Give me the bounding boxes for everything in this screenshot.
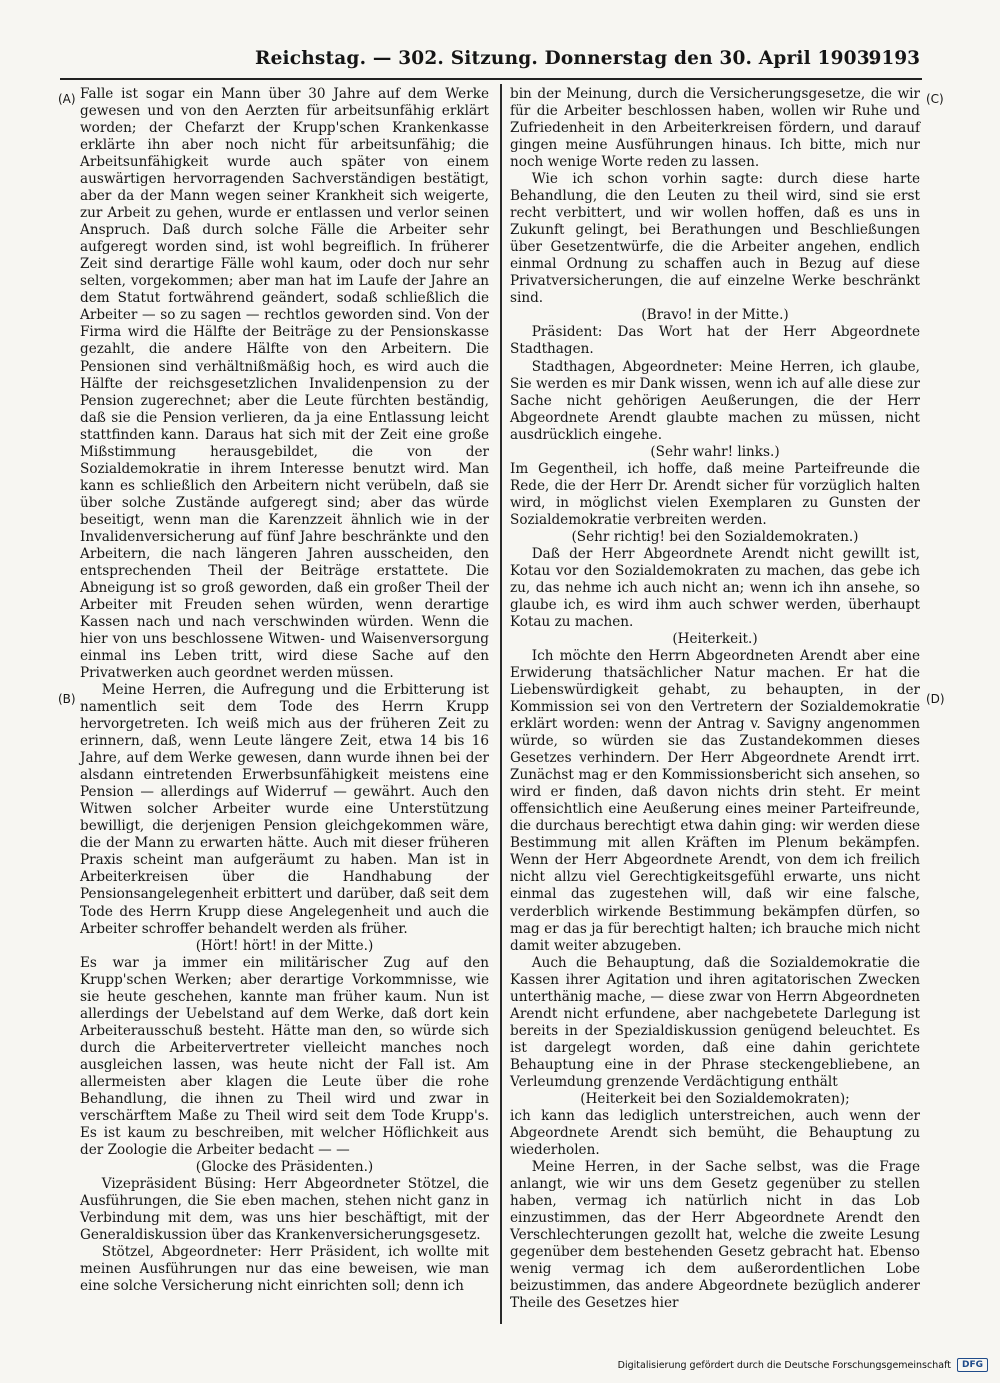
speaker-paragraph: Stötzel, Abgeordneter: Herr Präsident, ich wollte mit meinen Ausführungen nur das eine beweisen, wie man eine solche Versicherung nicht einrichten soll; denn ich xyxy=(80,1244,489,1295)
paragraph: Wie ich schon vorhin sagte: durch diese harte Behandlung, die den Leuten zu theil wird, sind sie erst recht verbittert, und wir wollen hoffen, daß es uns in Zukunft gelingt, bei Berathungen und Beschließungen über Gesetzentwürfe, die die Arbeiter angehen, endlich einmal Ordnung zu schaffen auch in Bezug auf diese Privatversicherungen, die auf einzelne Werke beschränkt sind. xyxy=(510,171,920,307)
speaker-paragraph: Vizepräsident Büsing: Herr Abgeordneter Stötzel, die Ausführungen, die Sie eben machen, stehen nicht ganz in Verbindung mit dem, was uns hier beschäftigt, mit der Generaldiskussion über das Krankenversicherungsgesetz. xyxy=(80,1176,489,1244)
paragraph: Meine Herren, die Aufregung und die Erbitterung ist namentlich seit dem Tode des Herrn Krupp hervorgetreten. Ich weiß mich aus der früheren Zeit zu erinnern, daß, wenn Leute längere Zeit, etwa 14 bis 16 Jahre, auf dem Werke gewesen, dann wurde ihnen bei der alsdann eintretenden Erwerbsunfähigkeit meistens eine Pension — allerdings auf Widerruf — gewährt. Auch den Witwen solcher Arbeiter wurde eine Unterstützung bewilligt, die derjenigen Pension gleichgekommen wäre, die der Mann zu erwarten hätte. Auch mit dieser früheren Praxis scheint man aufgeräumt zu haben. Man ist in Arbeiterkreisen über die Handhabung der Pensionsangelegenheit erbittert und darüber, daß seit dem Tode des Herrn Krupp diese Angelegenheit und auch die Arbeiter schroffer behandelt werden als früher. xyxy=(80,682,489,937)
page-header xyxy=(60,48,920,72)
speaker-paragraph: Stadthagen, Abgeordneter: Meine Herren, ich glaube, Sie werden es mir Dank wissen, wenn ich auf alle diese zur Sache nicht gehörigen Aeußerungen, die der Herr Abgeordnete Arendt glaubte machen zu müssen, nicht ausdrücklich eingehe. xyxy=(510,358,920,443)
paragraph: Im Gegentheil, ich hoffe, daß meine Parteifreunde die Rede, die der Herr Dr. Arendt sicher für vorzüglich halten wird, in möglichst vielen Exemplaren zu Gunsten der Sozialdemokratie verbreiten werden. xyxy=(510,460,920,528)
interjection: (Heiterkeit.) xyxy=(672,631,758,647)
interjection: (Hört! hört! in der Mitte.) xyxy=(195,937,374,954)
footer-text: Digitalisierung gefördert durch die Deutsche Forschungsgemeinschaft xyxy=(617,1359,951,1371)
header-rule xyxy=(60,78,922,80)
interjection: (Bravo! in der Mitte.) xyxy=(641,307,789,324)
page-number: 9193 xyxy=(868,48,920,69)
paragraph: ich kann das lediglich unterstreichen, auch wenn der Abgeordnete Arendt sich bemüht, die Behauptung zu wiederholen. xyxy=(510,1107,920,1158)
paragraph: Daß der Herr Abgeordnete Arendt nicht gewillt ist, Kotau vor den Sozialdemokraten zu machen, das gebe ich zu, das nehme ich auch nicht an; wenn ich ihn ansehe, so glaube ich, es wird ihm auch schwer werden, überhaupt Kotau zu machen. xyxy=(510,545,920,630)
paragraph: Es war ja immer ein militärischer Zug auf den Krupp'schen Werken; aber derartige Vorkommnisse, wie sie heute geschehen, kannte man früher kaum. Nun ist allerdings der Uebelstand auf dem Werke, daß dort kein Arbeiterausschuß besteht. Hätte man den, so würde sich durch die Arbeitervertreter vielleicht manches noch ausgleichen lassen, was heute nicht der Fall ist. Am allermeisten aber klagen die Leute über die rohe Behandlung, die ihnen zu Theil wird und zwar in verschärftem Maße zu Theil wird seit dem Tode Krupp's. Es ist kaum zu beschreiben, mit welcher Höflichkeit aus der Zoologie die Arbeiter bedacht — — xyxy=(80,954,489,1158)
paragraph: Meine Herren, in der Sache selbst, was die Frage anlangt, wie wir uns dem Gesetz gegenüber zu stellen haben, vermag ich natürlich nicht in das Lob einzustimmen, das der Herr Abgeordnete Arendt den Verschlechterungen gezollt hat, welche die zweite Lesung gegenüber dem bestehenden Gesetz gebracht hat. Ebenso wenig vermag ich dem außerordentlichen Lobe beizustimmen, das andere Abgeordnete bezüglich anderer Theile des Gesetzes hier xyxy=(510,1158,920,1312)
paragraph: Auch die Behauptung, daß die Sozialdemokratie die Kassen ihrer Agitation und ihren agitatorischen Zwecken unterthänig mache, — diese zwar von Herrn Abgeordneten Arendt nicht erfundene, aber nachgebetete Darlegung ist bereits in der Spezialdiskussion genügend beleuchtet. Es ist dargelegt worden, daß eine dahin gerichtete Behauptung eine in der Phrase steckengebliebene, an Verleumdung grenzende Verdächtigung enthält xyxy=(510,954,920,1090)
interjection: (Sehr richtig! bei den Sozialdemokraten.) xyxy=(571,528,859,545)
speaker-paragraph: Präsident: Das Wort hat der Herr Abgeordnete Stadthagen. xyxy=(510,324,920,358)
paragraph: Falle ist sogar ein Mann über 30 Jahre auf dem Werke gewesen und von den Aerzten für arbeitsunfähig erklärt worden; der Chefarzt der Krupp'schen Krankenkasse erklärte ihn aber noch nicht für arbeitsunfähig; die Arbeitsunfähigkeit wurde auch später von einem auswärtigen hervorragenden Sachverständigen bestätigt, aber da der Mann wegen seiner Krankheit sich weigerte, zur Arbeit zu gehen, wurde er entlassen und verlor seinen Anspruch. Daß durch solche Fälle die Arbeiter sehr aufgeregt worden sind, ist wohl begreiflich. In früherer Zeit sind derartige Fälle wohl kaum, oder doch nur sehr selten, vorgekommen; aber man hat im Laufe der Jahre an dem Statut fortwährend geändert, sodaß schließlich die Arbeiter — so zu sagen — rechtlos geworden sind. Von der Firma wird die Hälfte der Beiträge zu der Pensionskasse gezahlt, die andere Hälfte von den Arbeitern. Die Pensionen sind verhältnißmäßig hoch, es wird auch die Hälfte der reichsgesetzlichen Invalidenpension zu der Pension zugerechnet; aber die Leute fürchten beständig, daß sie die Pension verlieren, da ja eine Entlassung leicht stattfinden kann. Daraus hat sich mit der Zeit eine große Mißstimmung herausgebildet, die von der Sozialdemokratie in ihrem Interesse benutzt wird. Man kann es schließlich den Arbeitern nicht verübeln, daß sie über solche Zustände aufgeregt sind; aber das würde beseitigt, wenn man die Karenzzeit ähnlich wie in der Invalidenversicherung auf fünf Jahre beschränkte und den Arbeitern, die nach längeren Jahren ausscheiden, den entsprechenden Theil der Beiträge erstattete. Die Abneigung ist so groß geworden, daß ein großer Theil der Arbeiter mit Freuden sehen würden, wenn derartige Kassen nach und nach verschwinden würden. Wenn die hier von uns beschlossene Witwen- und Waisenversorgung einmal ins Leben tritt, wird diese Sache auf den Privatwerken auch geordnet werden müssen. xyxy=(80,86,489,682)
interjection: (Sehr wahr! links.) xyxy=(650,443,780,460)
footer-credit xyxy=(618,1355,988,1375)
margin-marker-a: (A) xyxy=(58,92,76,106)
paragraph: bin der Meinung, durch die Versicherungsgesetze, die wir für die Arbeiter beschlossen haben, wollen wir Ruhe und Zufriedenheit in den Arbeiterkreisen fördern, und darauf gingen meine Ausführungen hinaus. Ich bitte, mich nur noch wenige Worte reden zu lassen. xyxy=(510,86,920,171)
margin-marker-c: (C) xyxy=(926,92,944,106)
column-divider xyxy=(500,84,502,1324)
paragraph: Ich möchte den Herrn Abgeordneten Arendt aber eine Erwiderung thatsächlicher Natur machen. Er hat die Liebenswürdigkeit gehabt, zu behaupten, in der Kommission sei von den Vertretern der Sozialdemokratie erklärt worden: wenn der Antrag v. Savigny angenommen würde, so würden sie das Zustandekommen dieses Gesetzes verhindern. Der Herr Abgeordnete Arendt irrt. Zunächst mag er den Kommissionsbericht sich ansehen, so wird er finden, daß davon nichts drin steht. Er meint offensichtlich eine Aeußerung eines meiner Parteifreunde, die durchaus berechtigt etwa dahin ging: wir werden diese Bestimmung mit allen Kräften im Plenum bekämpfen. Wenn der Herr Abgeordnete Arendt, von dem ich freilich nicht allzu viel Gerechtigkeitsgefühl erwarte, uns nicht einmal das zugestehen will, daß wir eine falsche, verderblich wirkende Bestimmung bekämpfen dürfen, so mag er das ja für berechtigt halten; ich brauche mich nicht damit weiter abzugeben. xyxy=(510,648,920,954)
left-column xyxy=(80,86,489,1295)
margin-marker-b: (B) xyxy=(58,692,76,706)
right-column xyxy=(510,86,920,1312)
interjection: (Glocke des Präsidenten.) xyxy=(195,1158,374,1175)
interjection: (Heiterkeit bei den Sozialdemokraten); xyxy=(580,1090,850,1107)
running-title: Reichstag. — 302. Sitzung. Donnerstag den 30. April 1903. xyxy=(255,48,877,69)
dfg-logo-icon: DFG xyxy=(957,1358,988,1372)
margin-marker-d: (D) xyxy=(926,692,945,706)
